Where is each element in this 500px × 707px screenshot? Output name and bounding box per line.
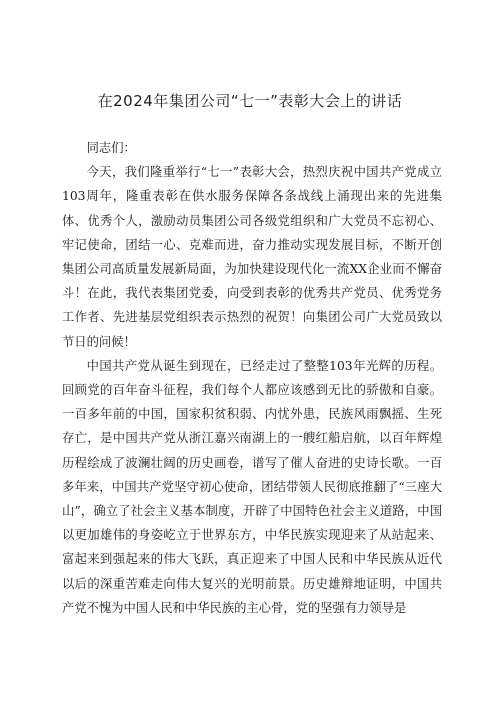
document-title: 在2024年集团公司“七一”表彰大会上的讲话 [97, 92, 403, 110]
salutation: 同志们： [86, 141, 136, 155]
document-body [62, 136, 442, 620]
paragraph-1: 今天，我们隆重举行“七一”表彰大会，热烈庆祝中国共产党成立103周年，隆重表彰在供水服务保障各条战线上涌现出来的先进集体、优秀个人，激励动员集团公司各级党组织和广大党员不忘初心、牢记使命，团结一心、克难而进，奋力推动实现发展目标，不断开创集团公司高质量发展新局面，为加快建设现代化一流XX企业而不懈奋斗！在此，我代表集团党委，向受到表彰的优秀共产党员、优秀党务工作者、先进基层党组织表示热烈的祝贺！向集团公司广大党员致以节日的问候！ [62, 165, 442, 349]
paragraph-2: 中国共产党从诞生到现在，已经走过了整整103年光辉的历程。回顾党的百年奋斗征程，我们每个人都应该感到无比的骄傲和自豪。一百多年前的中国，国家积贫积弱、内忧外患，民族风雨飘摇、生死存亡，是中国共产党从浙江嘉兴南湖上的一艘红船启航，以百年辉煌历程绘成了波澜壮阔的历史画卷，谱写了催人奋进的史诗长歌。一百多年来，中国共产党坚守初心使命，团结带领人民彻底推翻了“三座大山”，确立了社会主义基本制度，开辟了中国特色社会主义道路，中国以更加雄伟的身姿屹立于世界东方，中华民族实现迎来了从站起来、富起来到强起来的伟大飞跃，真正迎来了中国人民和中华民族从近代以后的深重苦难走向伟大复兴的光明前景。历史雄辩地证明，中国共产党不愧为中国人民和中华民族的主心骨，党的坚强有力领导是 [62, 358, 442, 615]
